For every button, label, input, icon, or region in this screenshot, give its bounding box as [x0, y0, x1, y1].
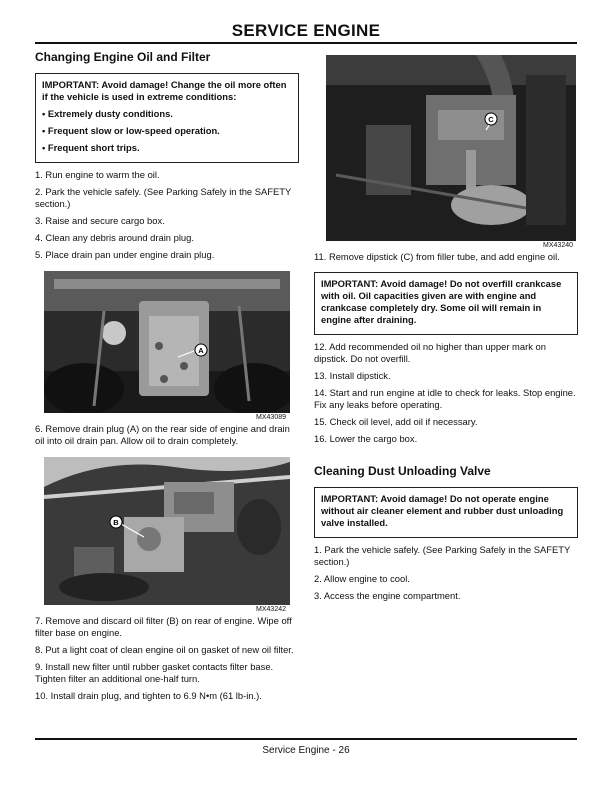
dipstick-photo [326, 55, 576, 241]
step-item: 8. Put a light coat of clean engine oil on gasket of new oil filter. [35, 644, 294, 655]
figure-dipstick [326, 55, 576, 249]
figure-oil-filter [44, 457, 290, 613]
step-item: 5. Place drain pan under engine drain plug. [35, 249, 215, 260]
step-item: 11. Remove dipstick (C) from filler tube, and add engine oil. [314, 251, 560, 262]
callout-b: B [113, 518, 119, 527]
oil-filter-photo [44, 457, 290, 605]
header-rule [35, 42, 577, 44]
important-box-valve [314, 487, 578, 538]
step-item: 16. Lower the cargo box. [314, 433, 418, 444]
callout-a: A [198, 346, 204, 355]
step-item: 3. Raise and secure cargo box. [35, 215, 165, 226]
step-item: 6. Remove drain plug (A) on the rear side of engine and drain oil into oil drain pan. Allow oil to drain completely. [35, 423, 290, 446]
important-item: • Frequent short trips. [42, 142, 140, 153]
footer-rule [35, 738, 577, 740]
important-box-conditions [35, 73, 299, 163]
step-item: 1. Park the vehicle safely. (See Parking Safely in the SAFETY section.) [314, 544, 571, 567]
step-item: 10. Install drain plug, and tighten to 6.9 N•m (61 lb-in.). [35, 690, 262, 701]
step-item: 2. Park the vehicle safely. (See Parking Safely in the SAFETY section.) [35, 186, 292, 209]
left-column [35, 50, 299, 707]
page-footer: Service Engine - 26 [262, 745, 350, 756]
step-item: 4. Clean any debris around drain plug. [35, 232, 194, 243]
important-intro: IMPORTANT: Avoid damage! Change the oil more often if the vehicle is used in extreme conditions: [42, 79, 287, 102]
drain-plug-photo [44, 271, 290, 413]
step-item: 13. Install dipstick. [314, 370, 391, 381]
important-item: • Frequent slow or low-speed operation. [42, 125, 220, 136]
step-item: 1. Run engine to warm the oil. [35, 169, 160, 180]
step-item: 7. Remove and discard oil filter (B) on rear of engine. Wipe off filter base on engine. [35, 615, 292, 638]
step-item: 9. Install new filter until rubber gasket contacts filter base. Tighten filter an additional one-half turn. [35, 661, 274, 684]
step-item: 12. Add recommended oil no higher than upper mark on dipstick. Do not overfill. [314, 341, 546, 364]
figure-id: MX43089 [256, 414, 286, 421]
step-item: 15. Check oil level, add oil if necessary. [314, 416, 478, 427]
section-heading-valve: Cleaning Dust Unloading Valve [314, 464, 491, 478]
page-title: SERVICE ENGINE [231, 21, 381, 40]
section-heading-oil: Changing Engine Oil and Filter [35, 50, 211, 64]
step-item: 14. Start and run engine at idle to check for leaks. Stop engine. Fix any leaks before operating. [314, 387, 576, 410]
callout-c: C [488, 115, 494, 124]
step-item: 3. Access the engine compartment. [314, 590, 461, 601]
figure-drain-plug [44, 271, 290, 421]
important-text: IMPORTANT: Avoid damage! Do not operate engine without air cleaner element and rubber dust unloading valve installed. [321, 493, 564, 528]
step-item: 2. Allow engine to cool. [314, 573, 410, 584]
important-item: • Extremely dusty conditions. [42, 108, 173, 119]
right-column [314, 50, 578, 607]
important-box-overfill [314, 272, 578, 335]
figure-id: MX43240 [543, 242, 573, 249]
figure-id: MX43242 [256, 606, 286, 613]
important-text: IMPORTANT: Avoid damage! Do not overfill crankcase with oil. Oil capacities given are with engine and crankcase completely dry. Some oil will remain in engine after draining. [321, 278, 562, 325]
